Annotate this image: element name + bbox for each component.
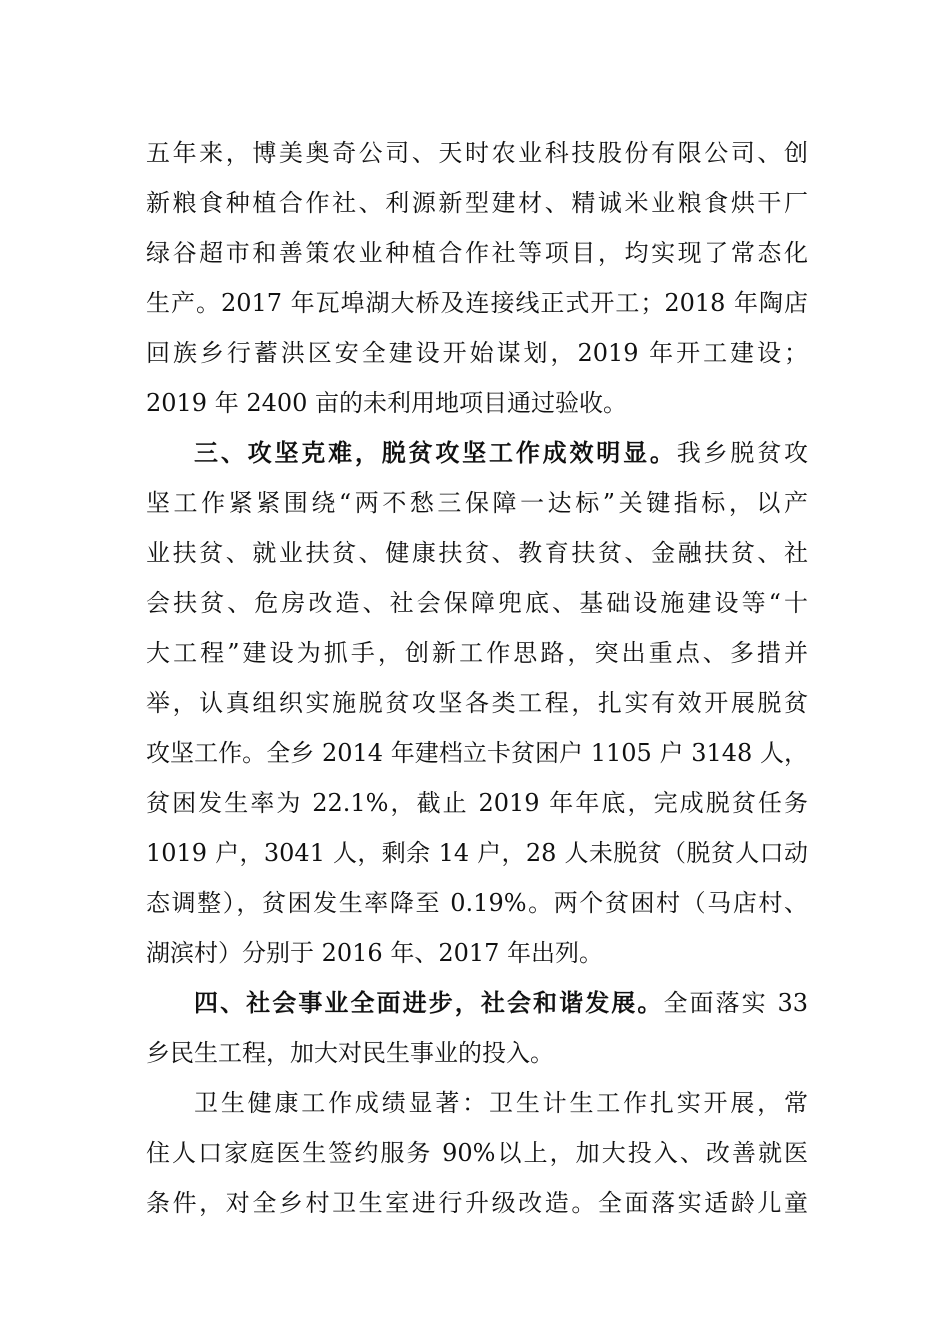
text-line: 坚工作紧紧围绕“两不愁三保障一达标”关键指标，以产	[146, 489, 808, 517]
text-line: 1019 户，3041 人，剩余 14 户，28 人未脱贫（脱贫人口动	[146, 839, 808, 867]
text-run: 全面落实 33	[663, 989, 809, 1017]
text-line: 会扶贫、危房改造、社会保障兜底、基础设施建设等“十	[146, 589, 808, 617]
text-line: 卫生健康工作成绩显著：卫生计生工作扎实开展，常	[194, 1089, 808, 1117]
text-line: 乡民生工程，加大对民生事业的投入。	[146, 1039, 554, 1067]
paragraph-1	[146, 128, 808, 428]
text-line	[146, 978, 808, 1028]
paragraph-3	[146, 978, 808, 1078]
text-line: 贫困发生率为 22.1%，截止 2019 年年底，完成脱贫任务	[146, 789, 808, 817]
text-line: 回族乡行蓄洪区安全建设开始谋划，2019 年开工建设；	[146, 339, 808, 367]
section-heading-4: 四、社会事业全面进步，社会和谐发展。	[194, 988, 664, 1017]
paragraph-2	[146, 428, 808, 978]
text-line: 湖滨村）分别于 2016 年、2017 年出列。	[146, 939, 604, 967]
document-body	[146, 128, 808, 1228]
text-line: 五年来，博美奥奇公司、天时农业科技股份有限公司、创	[146, 139, 808, 167]
text-line: 生产。2017 年瓦埠湖大桥及连接线正式开工；2018 年陶店	[146, 289, 808, 317]
text-line: 大工程”建设为抓手，创新工作思路，突出重点、多措并	[146, 639, 808, 667]
text-line: 住人口家庭医生签约服务 90%以上，加大投入、改善就医	[146, 1139, 808, 1167]
text-run: 我乡脱贫攻	[676, 439, 809, 467]
text-line: 态调整），贫困发生率降至 0.19%。两个贫困村（马店村、	[146, 889, 808, 917]
text-line: 绿谷超市和善策农业种植合作社等项目，均实现了常态化	[146, 239, 808, 267]
paragraph-4	[146, 1078, 808, 1228]
text-line: 举，认真组织实施脱贫攻坚各类工程，扎实有效开展脱贫	[146, 689, 808, 717]
text-line: 2019 年 2400 亩的未利用地项目通过验收。	[146, 389, 628, 417]
text-line: 条件，对全乡村卫生室进行升级改造。全面落实适龄儿童	[146, 1189, 808, 1217]
text-line: 新粮食种植合作社、利源新型建材、精诚米业粮食烘干厂	[146, 189, 808, 217]
text-line	[146, 428, 808, 478]
text-line: 业扶贫、就业扶贫、健康扶贫、教育扶贫、金融扶贫、社	[146, 539, 808, 567]
text-line: 攻坚工作。全乡 2014 年建档立卡贫困户 1105 户 3148 人，	[146, 739, 808, 767]
section-heading-3: 三、攻坚克难，脱贫攻坚工作成效明显。	[194, 438, 677, 467]
